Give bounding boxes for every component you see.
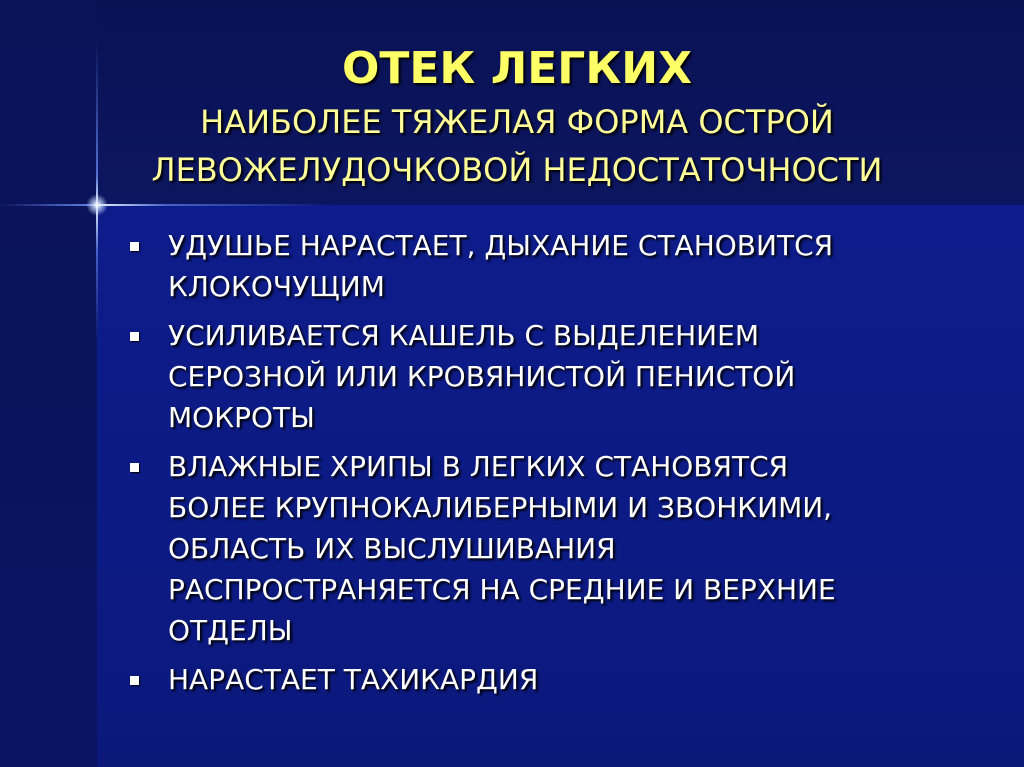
bullet-line: УСИЛИВАЕТСЯ КАШЕЛЬ С ВЫДЕЛЕНИЕМ (168, 319, 759, 352)
bullet-list (128, 225, 928, 708)
horizontal-light-line (0, 204, 330, 206)
left-band (0, 0, 97, 767)
slide-subtitle-line-2: ЛЕВОЖЕЛУДОЧКОВОЙ НЕДОСТАТОЧНОСТИ (151, 151, 883, 189)
bullet-line: НАРАСТАЕТ ТАХИКАРДИЯ (168, 663, 539, 696)
bullet-item (128, 225, 928, 307)
bullet-line: РАСПРОСТРАНЯЕТСЯ НА СРЕДНИЕ И ВЕРХНИЕ (168, 573, 836, 606)
bullet-line: УДУШЬЕ НАРАСТАЕТ, ДЫХАНИЕ СТАНОВИТСЯ (168, 229, 834, 262)
bullet-item (128, 659, 928, 700)
bullet-line: СЕРОЗНОЙ ИЛИ КРОВЯНИСТОЙ ПЕНИСТОЙ (168, 360, 796, 393)
bullet-square-icon (130, 463, 139, 472)
bullet-line: ОТДЕЛЫ (168, 614, 293, 647)
bullet-square-icon (130, 242, 139, 251)
slide-subtitle-line-1: НАИБОЛЕЕ ТЯЖЕЛАЯ ФОРМА ОСТРОЙ (200, 103, 834, 141)
bullet-line: ОБЛАСТЬ ИХ ВЫСЛУШИВАНИЯ (168, 532, 616, 565)
title-block (97, 40, 937, 194)
slide-title: ОТЕК ЛЕГКИХ (341, 43, 693, 94)
bullet-line: ВЛАЖНЫЕ ХРИПЫ В ЛЕГКИХ СТАНОВЯТСЯ (168, 450, 789, 483)
bullet-square-icon (130, 332, 139, 341)
bullet-item (128, 315, 928, 438)
bullet-item (128, 446, 928, 651)
light-flare-icon (86, 194, 108, 216)
bullet-line: БОЛЕЕ КРУПНОКАЛИБЕРНЫМИ И ЗВОНКИМИ, (168, 491, 833, 524)
bullet-line: МОКРОТЫ (168, 401, 315, 434)
bullet-square-icon (130, 676, 139, 685)
bullet-line: КЛОКОЧУЩИМ (168, 270, 385, 303)
